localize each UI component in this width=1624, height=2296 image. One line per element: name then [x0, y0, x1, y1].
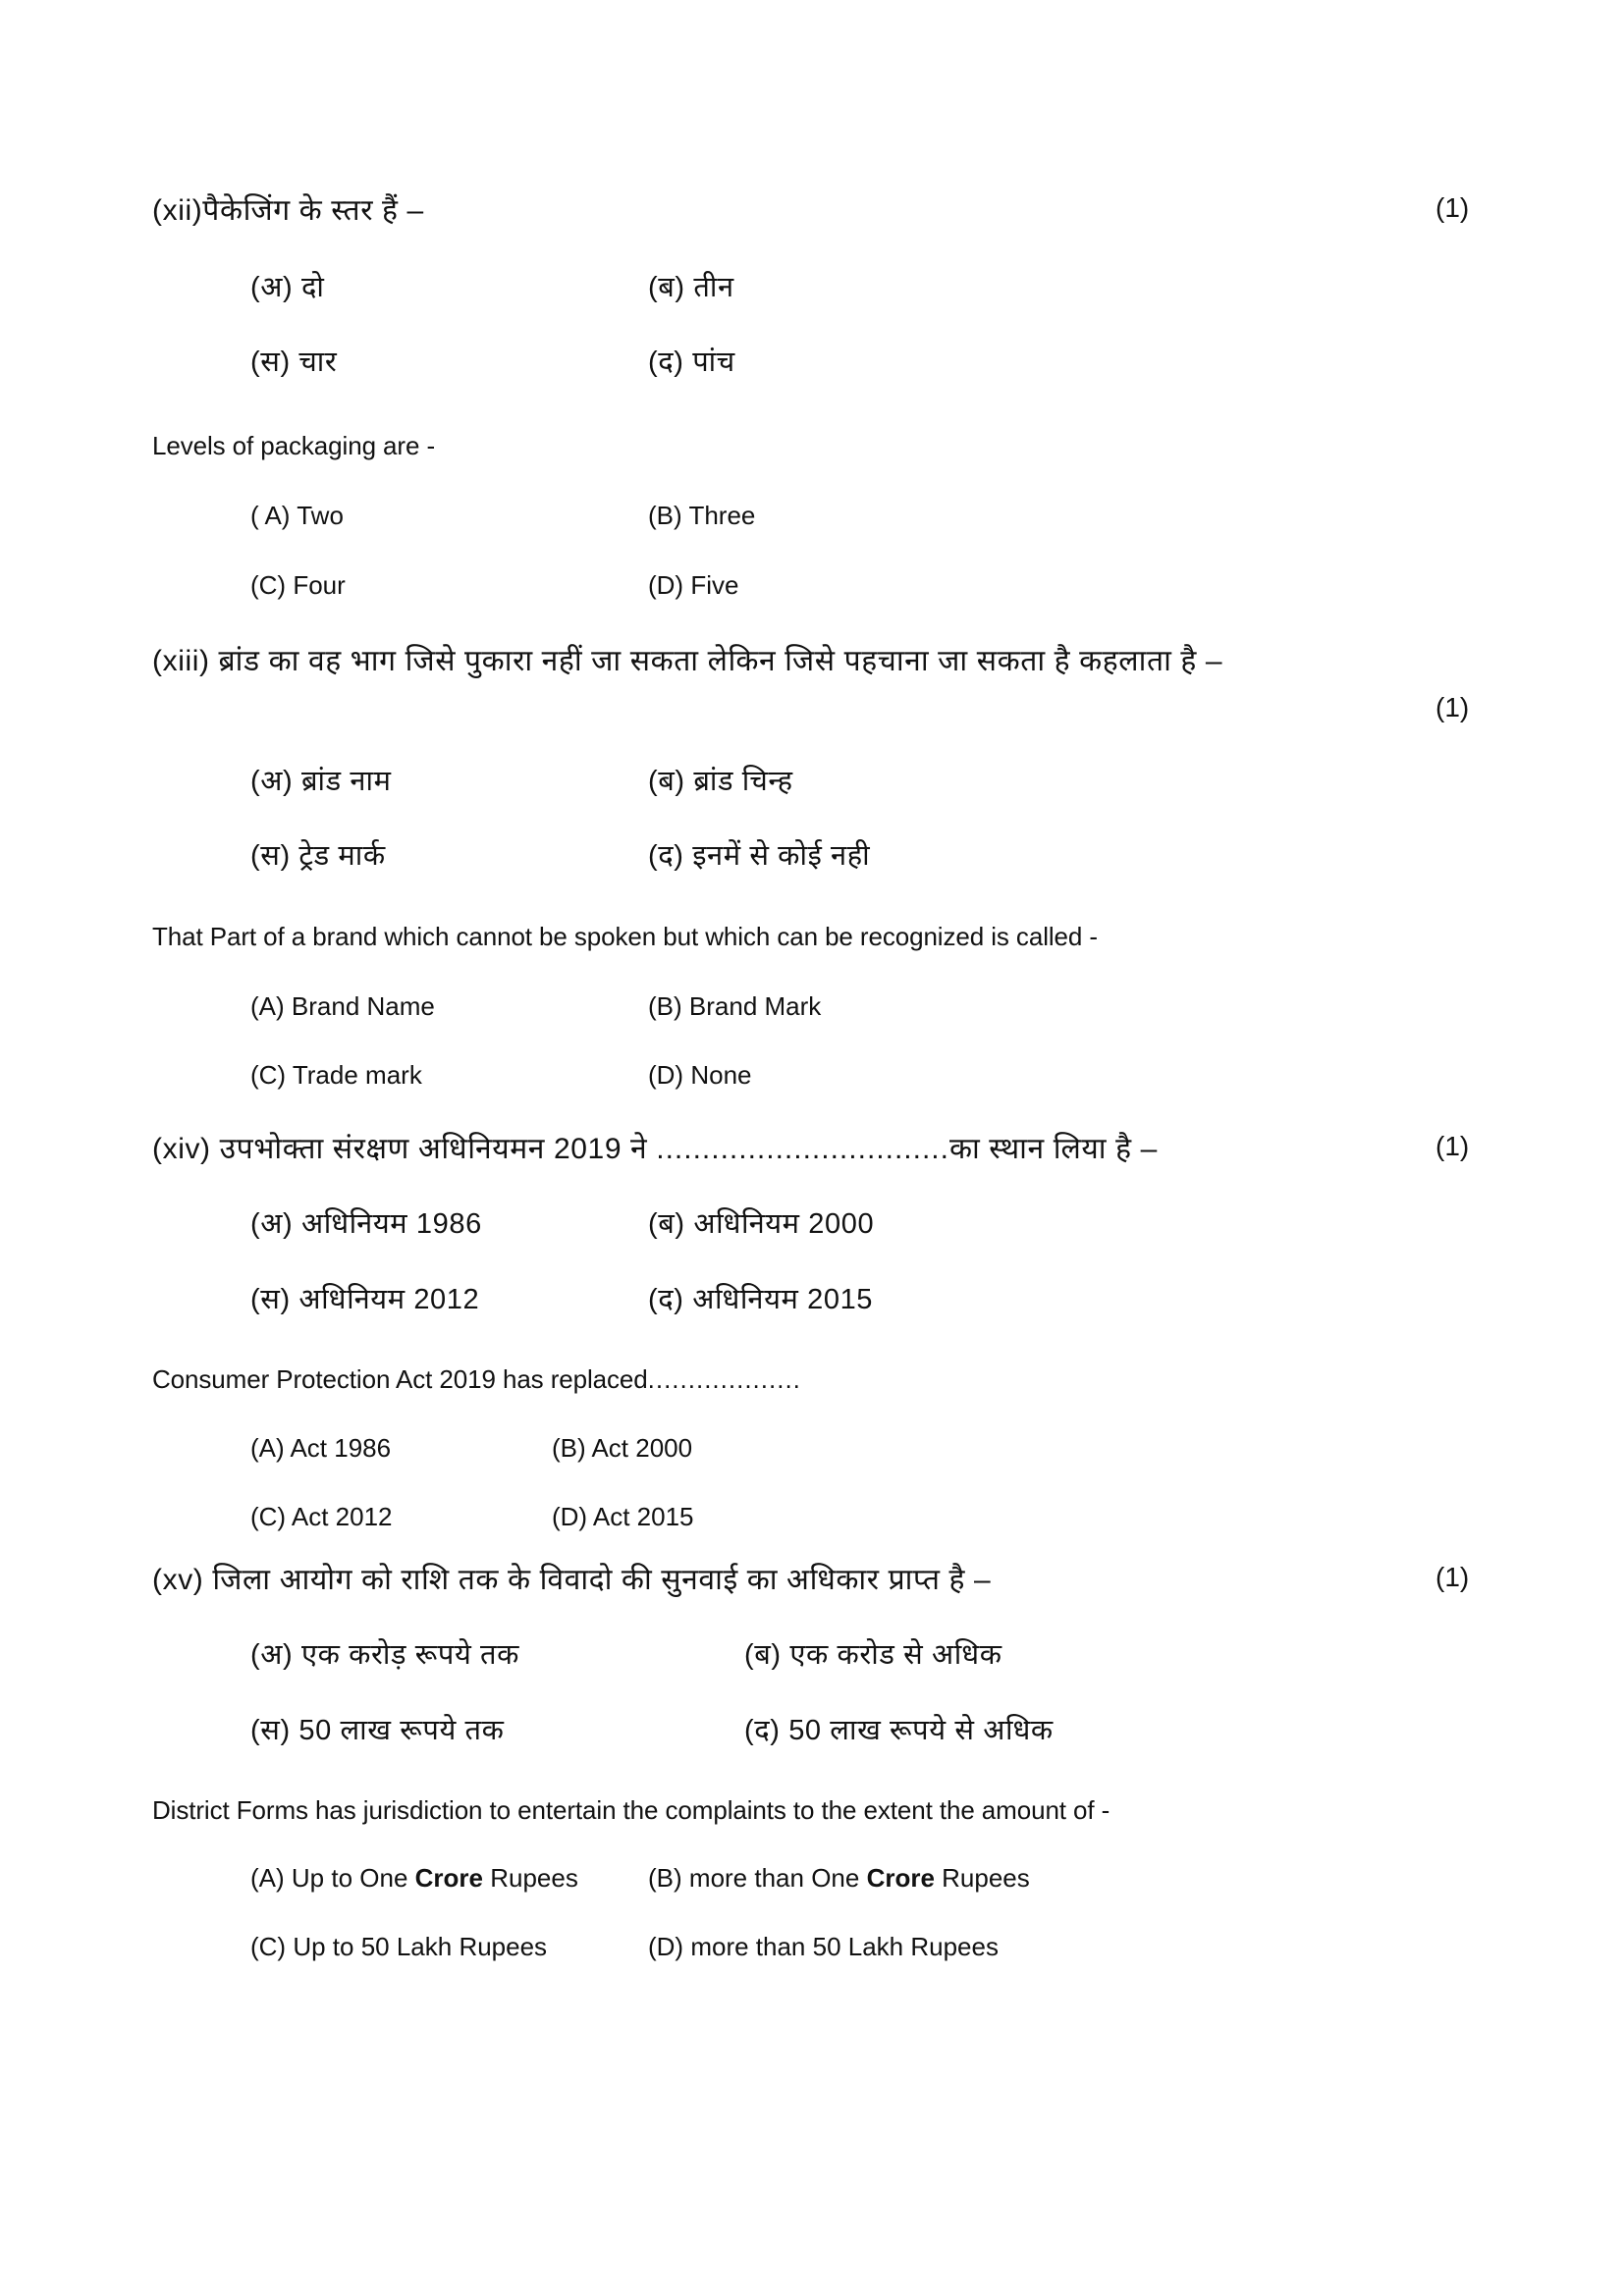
option-label-emphasis: Crore: [414, 1863, 483, 1893]
option-label: Act 2015: [592, 1502, 694, 1531]
option-key: (ब): [648, 766, 685, 797]
question-xiii-hindi-option-a[interactable]: [250, 761, 392, 799]
option-label-emphasis: Crore: [866, 1863, 935, 1893]
question-xiv-hindi-stem: [152, 1131, 1506, 1168]
question-xiv-hindi-stem-before: (xiv) उपभोक्ता संरक्षण अधिनियमन 2019 ने: [152, 1133, 657, 1165]
question-xiii-english-option-row-1: [0, 991, 1624, 1031]
option-label: Brand Mark: [688, 991, 822, 1021]
option-label: अधिनियम 2000: [693, 1208, 875, 1240]
question-xv-english-option-row-2: [0, 1932, 1624, 1971]
option-key: (द): [648, 1284, 684, 1315]
option-key: (स): [250, 1715, 291, 1746]
question-xiii-hindi-option-row-2: [0, 835, 1624, 875]
question-xii-marks: (1): [1435, 192, 1470, 223]
option-label: एक करोड़ रूपये तक: [300, 1639, 520, 1671]
option-label: 50 लाख रूपये तक: [298, 1715, 505, 1746]
option-key: (B): [648, 501, 682, 530]
question-xiv-hindi-option-row-1: [0, 1203, 1624, 1243]
question-xv-english-option-row-1: [0, 1863, 1624, 1902]
question-xiii-hindi-option-b[interactable]: [648, 761, 793, 799]
option-label: Brand Name: [291, 991, 435, 1021]
option-key: (A): [250, 1863, 285, 1893]
option-label: Three: [688, 501, 756, 530]
option-key: (ब): [648, 1208, 685, 1240]
option-label-post: Rupees: [934, 1863, 1030, 1893]
question-xiv-hindi-blank-dots: ................................: [656, 1133, 949, 1165]
option-key: (D): [552, 1502, 588, 1531]
question-xiv-english-stem: [152, 1363, 1506, 1396]
question-xii-english-option-row-1: [0, 501, 1624, 540]
option-label: 50 लाख रूपये से अधिक: [788, 1715, 1054, 1746]
question-xiii-english-option-c[interactable]: [250, 1060, 422, 1091]
question-xv-english-option-d[interactable]: [648, 1932, 999, 1962]
question-xiv-english-option-d[interactable]: [552, 1502, 694, 1532]
option-key: (द): [648, 347, 684, 378]
option-label: पांच: [692, 347, 735, 378]
question-xii-english-option-d[interactable]: [648, 570, 738, 601]
option-key: (B): [648, 1863, 682, 1893]
question-xii-hindi-stem: (xii)पैकेजिंग के स्तर हैं –: [152, 194, 424, 227]
option-key: (C): [250, 1932, 287, 1961]
option-key: (D): [648, 1932, 684, 1961]
question-xv-hindi-option-d[interactable]: [744, 1710, 1054, 1748]
question-xiv-english-option-b[interactable]: [552, 1433, 692, 1464]
question-xii-hindi-option-a[interactable]: [250, 267, 324, 305]
question-xv-hindi-stem: (xv) जिला आयोग को राशि तक के विवादो की सुनवाई का अधिकार प्राप्त है –: [152, 1564, 992, 1596]
question-xiii-hindi-option-c[interactable]: [250, 835, 386, 874]
question-xiii-hindi-option-d[interactable]: [648, 835, 870, 874]
question-xii-hindi-option-row-1: [0, 267, 1624, 306]
option-label: Act 2000: [591, 1433, 693, 1463]
question-xv-marks: (1): [1435, 1562, 1470, 1592]
option-key: (B): [648, 991, 682, 1021]
option-key: (D): [648, 570, 684, 600]
question-xiv-english-option-c[interactable]: [250, 1502, 393, 1532]
option-key: (अ): [250, 1208, 294, 1240]
question-xiii-hindi-stem: (xiii) ब्रांड का वह भाग जिसे पुकारा नहीं जा सकता लेकिन जिसे पहचाना जा सकता है कहलाता है –: [152, 645, 1223, 677]
option-key: (C): [250, 1060, 287, 1090]
question-xiv-english-option-a[interactable]: [250, 1433, 391, 1464]
option-key: (C): [250, 1502, 287, 1531]
question-xv-english-option-c[interactable]: [250, 1932, 547, 1962]
option-label: तीन: [693, 272, 734, 303]
option-label: None: [690, 1060, 752, 1090]
option-label: चार: [298, 347, 338, 378]
question-xv-english-option-a[interactable]: [250, 1863, 578, 1894]
option-key: (स): [250, 840, 291, 872]
question-xv-hindi-option-b[interactable]: [744, 1634, 1002, 1673]
question-xv-english-option-b[interactable]: [648, 1863, 1030, 1894]
option-key: (द): [744, 1715, 781, 1746]
option-label: ब्रांड चिन्ह: [693, 766, 793, 797]
question-xii-hindi-option-row-2: [0, 342, 1624, 381]
option-key: (ब): [744, 1639, 782, 1671]
option-label: दो: [300, 272, 325, 303]
question-xiii-english-option-d[interactable]: [648, 1060, 751, 1091]
option-key: (A): [250, 1433, 285, 1463]
option-label: ट्रेड मार्क: [298, 840, 386, 872]
question-xiv-english-option-row-1: [0, 1433, 1624, 1472]
question-xiv-hindi-option-a[interactable]: [250, 1203, 482, 1242]
option-label-pre: Up to One: [291, 1863, 415, 1893]
option-label-pre: Up to 50 Lakh Rupees: [293, 1932, 548, 1961]
question-xii-english-option-a[interactable]: [250, 501, 344, 531]
option-key: (स): [250, 1284, 291, 1315]
option-label: इनमें से कोई नही: [692, 840, 871, 872]
question-xiii-english-stem: That Part of a brand which cannot be spoken but which can be recognized is called -: [152, 922, 1098, 951]
option-key: (D): [648, 1060, 684, 1090]
option-key: ( A): [250, 501, 291, 530]
question-xii-english-option-b[interactable]: [648, 501, 755, 531]
option-label-post: Rupees: [483, 1863, 578, 1893]
question-xv-english-stem: District Forms has jurisdiction to entertain the complaints to the extent the amount of -: [152, 1795, 1110, 1825]
question-xiv-marks: (1): [1435, 1131, 1470, 1161]
question-xv-hindi-option-a[interactable]: [250, 1634, 519, 1673]
option-label-pre: more than 50 Lakh Rupees: [690, 1932, 999, 1961]
option-key: (C): [250, 570, 287, 600]
option-key: (अ): [250, 1639, 294, 1671]
option-label: एक करोड से अधिक: [789, 1639, 1002, 1671]
question-xv-hindi-option-c[interactable]: [250, 1710, 505, 1748]
question-xii-english-option-c[interactable]: [250, 570, 346, 601]
question-xiii-marks: (1): [1435, 692, 1470, 722]
option-label: Five: [690, 570, 739, 600]
question-xii-english-stem: Levels of packaging are -: [152, 431, 436, 460]
question-xiii-english-option-b[interactable]: [648, 991, 821, 1022]
option-key: (स): [250, 347, 291, 378]
question-xii-hindi-option-d[interactable]: [648, 342, 735, 380]
question-xiii-english-option-a[interactable]: [250, 991, 435, 1022]
question-xiv-english-blank-dots: ...................: [647, 1364, 801, 1394]
option-label: Four: [293, 570, 346, 600]
question-xii-hindi-option-b[interactable]: [648, 267, 734, 305]
option-key: (A): [250, 991, 285, 1021]
question-xiv-english-stem-before: Consumer Protection Act 2019 has replaced: [152, 1364, 648, 1394]
question-xv-hindi-option-row-2: [0, 1710, 1624, 1749]
question-xiv-hindi-option-b[interactable]: [648, 1203, 874, 1242]
option-label: ब्रांड नाम: [300, 766, 392, 797]
option-key: (B): [552, 1433, 586, 1463]
option-label: Act 1986: [290, 1433, 392, 1463]
option-key: (अ): [250, 272, 294, 303]
question-xiii-hindi-option-row-1: [0, 761, 1624, 800]
option-label: अधिनियम 1986: [300, 1208, 482, 1240]
option-key: (द): [648, 840, 684, 872]
question-xiv-hindi-option-c[interactable]: [250, 1279, 479, 1317]
question-xiv-hindi-option-row-2: [0, 1279, 1624, 1318]
option-label: अधिनियम 2015: [692, 1284, 874, 1315]
option-label: Two: [297, 501, 344, 530]
option-label-pre: more than One: [688, 1863, 867, 1893]
option-key: (ब): [648, 272, 685, 303]
question-xiv-english-option-row-2: [0, 1502, 1624, 1541]
option-label: अधिनियम 2012: [298, 1284, 480, 1315]
option-label: Act 2012: [291, 1502, 393, 1531]
question-xii-english-option-row-2: [0, 570, 1624, 610]
option-label: Trade mark: [292, 1060, 422, 1090]
option-key: (अ): [250, 766, 294, 797]
question-xiv-hindi-stem-after: का स्थान लिया है –: [948, 1133, 1158, 1165]
question-xiii-english-option-row-2: [0, 1060, 1624, 1099]
question-xiv-hindi-option-d[interactable]: [648, 1279, 873, 1317]
question-xii-hindi-option-c[interactable]: [250, 342, 337, 380]
question-xv-hindi-option-row-1: [0, 1634, 1624, 1674]
